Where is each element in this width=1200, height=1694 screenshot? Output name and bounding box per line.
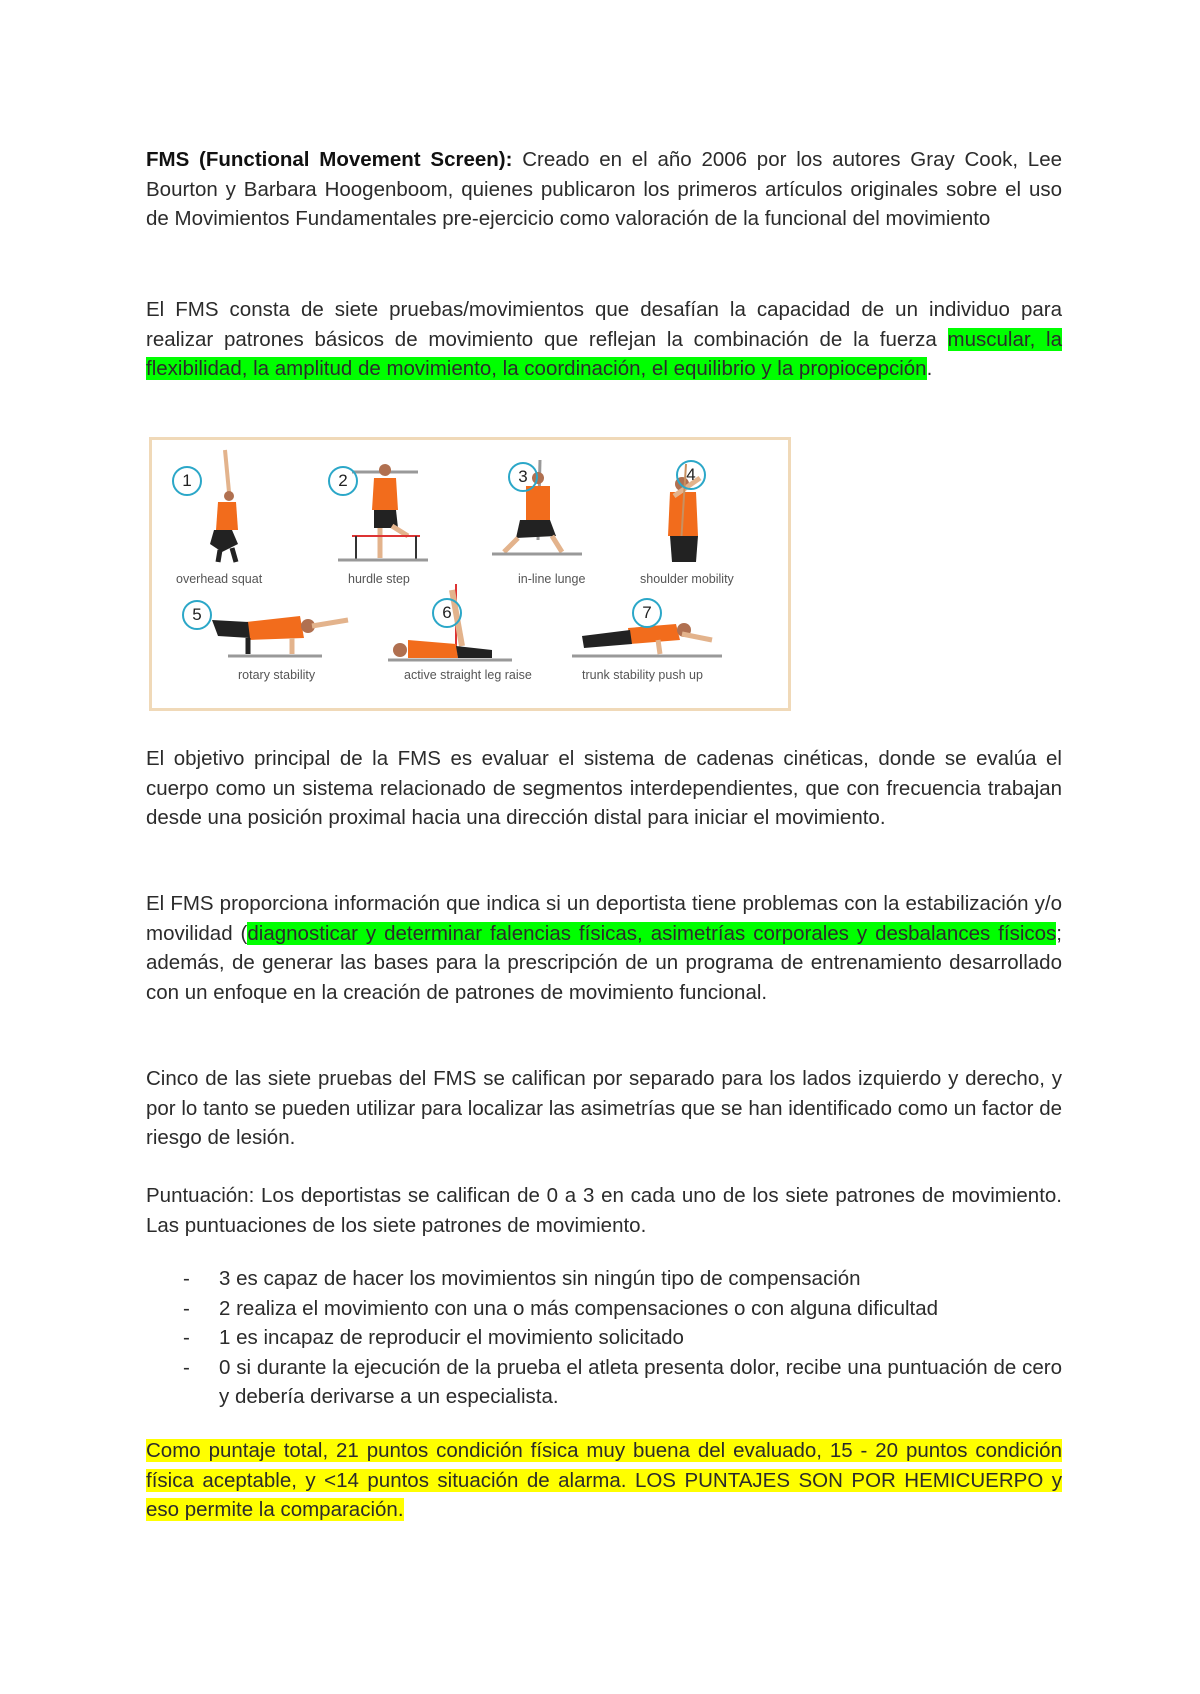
paragraph-fms-objective	[146, 744, 1062, 833]
exercise-caption-2: hurdle step	[348, 572, 410, 586]
list-item-text: 3 es capaz de hacer los movimientos sin ningún tipo de compensación	[219, 1267, 861, 1290]
paragraph-scoring	[146, 1181, 1062, 1240]
fms-information-text: El FMS proporciona información que indica si un deportista tiene problemas con la estabilización y/o movilidad (	[146, 892, 1062, 945]
exercise-caption-6: active straight leg raise	[404, 668, 532, 682]
fms-sides-text: Cinco de las siete pruebas del FMS se califican por separado para los lados izquierdo y derecho, y por lo tanto se pueden utilizar para localizar las asimetrías que se han identificado como un factor de riesgo de lesión.	[146, 1067, 1062, 1149]
paragraph-fms-sides	[146, 1064, 1062, 1153]
exercise-number-3: 3	[508, 462, 538, 492]
exercise-number-6: 6	[432, 598, 462, 628]
list-item-text: 2 realiza el movimiento con una o más compensaciones o con alguna dificultad	[219, 1296, 939, 1320]
list-bullet: -	[183, 1267, 190, 1290]
list-item	[146, 1294, 1062, 1324]
highlight-yellow-total-score: Como puntaje total, 21 puntos condición física muy buena del evaluado, 15 - 20 puntos condición física aceptable, y <14 puntos situación de alarma. LOS PUNTAJES SON POR HEMICUERPO y eso permite la comparación.	[146, 1439, 1062, 1521]
exercise-number-4: 4	[676, 460, 706, 490]
fms-exercises-figure	[149, 437, 791, 711]
list-bullet: -	[183, 1296, 190, 1320]
fms-information-tail: ; además, de generar las bases para la prescripción de un programa de entrenamiento desarrollado con un enfoque en la creación de patrones de movimiento funcional.	[146, 921, 1062, 1004]
list-bullet: -	[183, 1326, 190, 1349]
list-bullet: -	[183, 1355, 190, 1379]
exercise-caption-1: overhead squat	[176, 572, 263, 586]
paragraph-fms-information	[146, 889, 1062, 1007]
highlight-green-capacities: muscular, la flexibilidad, la amplitud de movimiento, la coordinación, el equilibrio y la propiocepción	[146, 327, 1062, 380]
exercise-number-7: 7	[632, 598, 662, 628]
list-item-text: 0 si durante la ejecución de la prueba el atleta presenta dolor, recibe una puntuación de cero y debería derivarse a un especialista.	[219, 1355, 1062, 1408]
paragraph-fms-tests	[146, 295, 1062, 384]
exercise-number-2: 2	[328, 466, 358, 496]
scoring-text: Puntuación: Los deportistas se califican de 0 a 3 en cada uno de los siete patrones de movimiento. Las puntuaciones de los siete patrones de movimiento.	[146, 1184, 1062, 1237]
fms-intro-text: Creado en el año 2006 por los autores Gray Cook, Lee Bourton y Barbara Hoogenboom, quienes publicaron los primeros artículos originales sobre el uso de Movimientos Fundamentales pre-ejercicio como valoración de la funcional del movimiento	[146, 148, 1063, 230]
fms-title: FMS (Functional Movement Screen):	[146, 148, 513, 171]
figure-overhead-squat	[210, 450, 238, 562]
paragraph-fms-intro	[146, 145, 1062, 234]
paragraph-total-score	[146, 1436, 1062, 1525]
exercise-caption-4: shoulder mobility	[640, 572, 734, 586]
fms-tests-text: El FMS consta de siete pruebas/movimientos que desafían la capacidad de un individuo para realizar patrones básicos de movimiento que reflejan la combinación de la fuerza	[146, 298, 1062, 351]
list-item	[146, 1353, 1062, 1412]
figure-rotary-stability	[212, 616, 348, 656]
list-item-text: 1 es incapaz de reproducir el movimiento solicitado	[219, 1326, 684, 1349]
score-list	[146, 1264, 1062, 1412]
exercise-caption-3: in-line lunge	[518, 572, 586, 586]
exercise-number-5: 5	[182, 600, 212, 630]
exercise-number-1: 1	[172, 466, 202, 496]
exercise-caption-7: trunk stability push up	[582, 668, 703, 682]
fms-objective-text: El objetivo principal de la FMS es evaluar el sistema de cadenas cinéticas, donde se evalúa el cuerpo como un sistema relacionado de segmentos interdependientes, que con frecuencia trabajan desde una posición proximal hacia una dirección distal para iniciar el movimiento.	[146, 747, 1062, 829]
list-item	[146, 1323, 1062, 1353]
fms-tests-tail: .	[926, 357, 933, 380]
list-item	[146, 1264, 1062, 1294]
exercise-caption-5: rotary stability	[238, 668, 316, 682]
highlight-green-diagnosis: diagnosticar y determinar falencias físicas, asimetrías corporales y desbalances físicos	[247, 921, 1057, 945]
